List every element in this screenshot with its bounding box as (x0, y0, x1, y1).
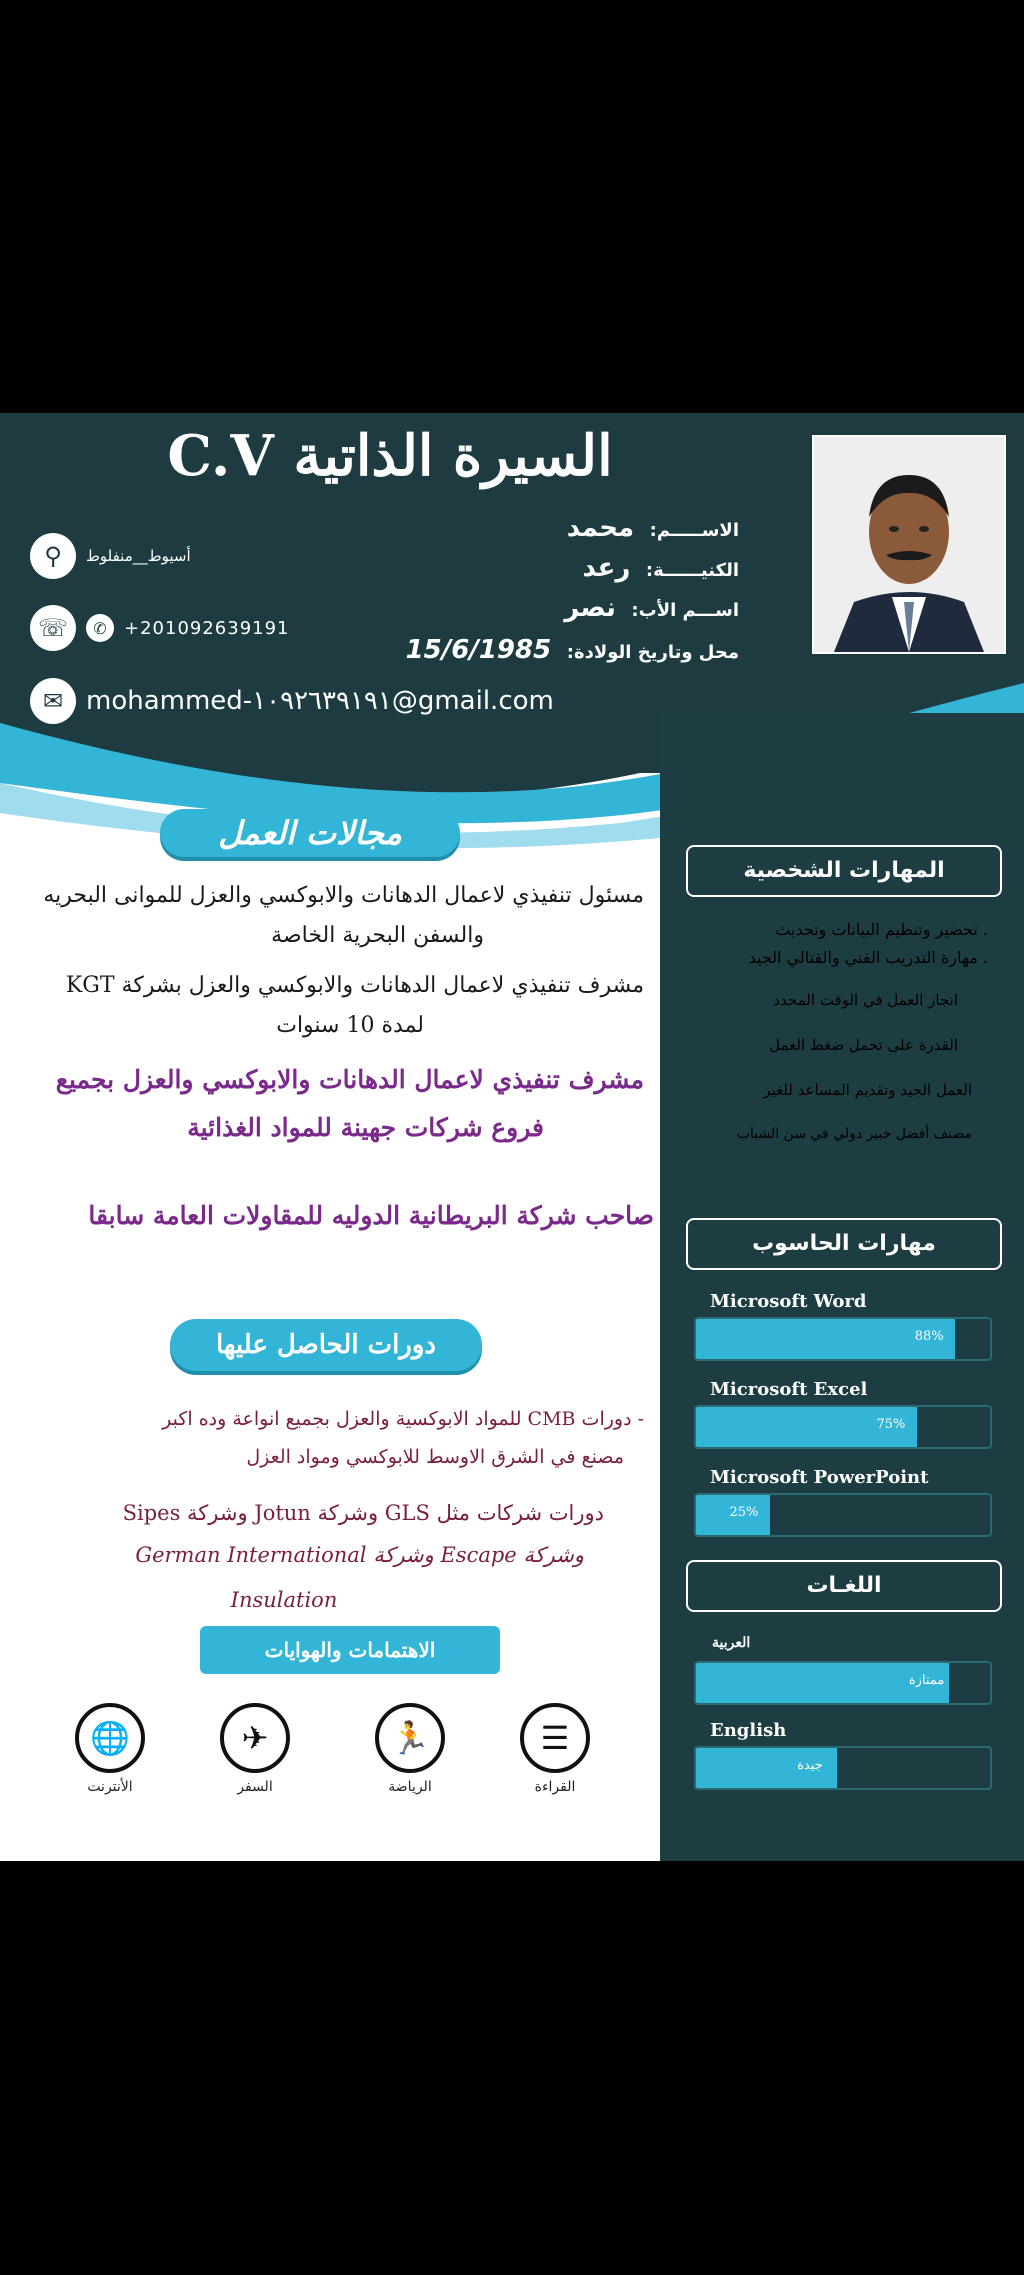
page-title: السيرة الذاتية C.V (167, 423, 613, 489)
airplane-icon: ✈ (220, 1703, 290, 1773)
email-contact (30, 678, 554, 724)
personal-skill-item: . مهارة التدريب الفني والقتالي الجيد (748, 948, 988, 967)
skill-percent: 75% (876, 1417, 906, 1432)
mail-icon: ✉ (30, 678, 76, 724)
course-line-4: وشركة Escape وشركة German International (135, 1543, 584, 1567)
course-line-3: دورات شركات مثل GLS وشركة Jotun وشركة Sipes (122, 1501, 604, 1525)
hobbies-section-title: الاهتمامات والهوايات (200, 1626, 500, 1674)
surname-label: الكنيــــــة: (645, 560, 739, 581)
father-value: نصر (564, 593, 616, 623)
work-line-1: مسئول تنفيذي لاعمال الدهانات والابوكسي والعزل للموانى البحريه (43, 883, 644, 908)
hobby-travel (200, 1703, 310, 1795)
cv-page (0, 413, 1024, 1861)
languages-title: اللغـات (686, 1560, 1002, 1612)
name-label: الاســـــم: (649, 520, 739, 541)
personal-skill-item: انجاز العمل في الوقت المحدد (773, 991, 958, 1009)
course-line-5: Insulation (230, 1588, 338, 1612)
skill-name: Microsoft PowerPoint (710, 1467, 929, 1488)
course-line-1: - دورات CMB للمواد الابوكسية والعزل بجميع انواعة وده اكبر (162, 1408, 644, 1430)
work-section-title: مجالات العمل (160, 809, 460, 857)
father-row (564, 593, 739, 623)
courses-section-title: دورات الحاصل عليها (170, 1319, 482, 1371)
computer-skills-title: مهارات الحاسوب (686, 1218, 1002, 1270)
skill-name: Microsoft Word (710, 1291, 867, 1312)
hobby-label: السفر (237, 1779, 273, 1795)
birth-label: محل وتاريخ الولادة: (566, 642, 739, 663)
phone-contact (30, 605, 290, 651)
surname-value: رعد (582, 553, 631, 583)
work-line-4: لمدة 10 سنوات (276, 1013, 424, 1038)
language-level: جيدة (797, 1758, 823, 1773)
hobby-label: القراءة (534, 1779, 576, 1795)
course-line-2: مصنع في الشرق الاوسط للابوكسي ومواد العزل (246, 1446, 624, 1468)
work-line-2: والسفن البحرية الخاصة (271, 923, 484, 948)
skill-bar-powerpoint (694, 1493, 992, 1537)
location-pin-icon: ⚲ (30, 533, 76, 579)
books-icon: ☰ (520, 1703, 590, 1773)
person-portrait-icon (814, 437, 1004, 652)
location-text: أسيوط__منفلوط (86, 547, 191, 565)
skill-name: Microsoft Excel (710, 1379, 868, 1400)
work-line-7: صاحب شركة البريطانية الدوليه للمقاولات العامة سابقا (88, 1201, 654, 1230)
personal-skill-item: مصنف أفضل خبير دولي في سن الشباب (736, 1126, 972, 1142)
work-line-3: مشرف تنفيذي لاعمال الدهانات والابوكسي والعزل بشركة KGT (65, 973, 644, 998)
work-line-6: فروع شركات جهينة للمواد الغذائية (187, 1113, 544, 1142)
skill-bar-word (694, 1317, 992, 1361)
personal-skills-title: المهارات الشخصية (686, 845, 1002, 897)
running-icon: 🏃 (375, 1703, 445, 1773)
personal-skill-item: القدرة على تحمل ضغط العمل (769, 1036, 958, 1054)
hobby-sports (355, 1703, 465, 1795)
birth-row (406, 635, 739, 665)
skill-percent: 88% (914, 1329, 944, 1344)
personal-skill-item: . تحضير وتنظيم البيانات وتحديث (775, 920, 988, 939)
phone-icon: ☏ (30, 605, 76, 651)
location-contact (30, 533, 191, 579)
email-address[interactable]: mohammed-١٠٩٢٦٣٩١٩١@gmail.com (86, 686, 554, 716)
language-name: English (710, 1720, 787, 1741)
hobby-internet (55, 1703, 165, 1795)
skill-percent: 25% (729, 1505, 759, 1520)
whatsapp-icon: ✆ (86, 614, 114, 642)
name-value: محمد (566, 513, 635, 543)
hobby-label: الأنترنت (87, 1779, 133, 1795)
language-name: العربية (712, 1635, 751, 1651)
birth-value: 15/6/1985 (405, 635, 552, 665)
personal-skill-item: العمل الجيد وتقديم المساعد للغير (763, 1081, 972, 1099)
skill-bar-excel (694, 1405, 992, 1449)
surname-row (583, 553, 739, 583)
hobby-reading (500, 1703, 610, 1795)
profile-photo (812, 435, 1006, 654)
phone-number[interactable]: +201092639191 (124, 617, 290, 639)
name-row (567, 513, 739, 543)
father-label: اســـم الأب: (631, 600, 739, 621)
work-line-5: مشرف تنفيذي لاعمال الدهانات والابوكسي والعزل بجميع (55, 1065, 644, 1094)
globe-icon: 🌐 (75, 1703, 145, 1773)
language-level: ممتازة (908, 1673, 945, 1688)
language-bar-arabic (694, 1661, 992, 1705)
language-bar-english (694, 1746, 992, 1790)
hobby-label: الرياضة (388, 1779, 432, 1795)
